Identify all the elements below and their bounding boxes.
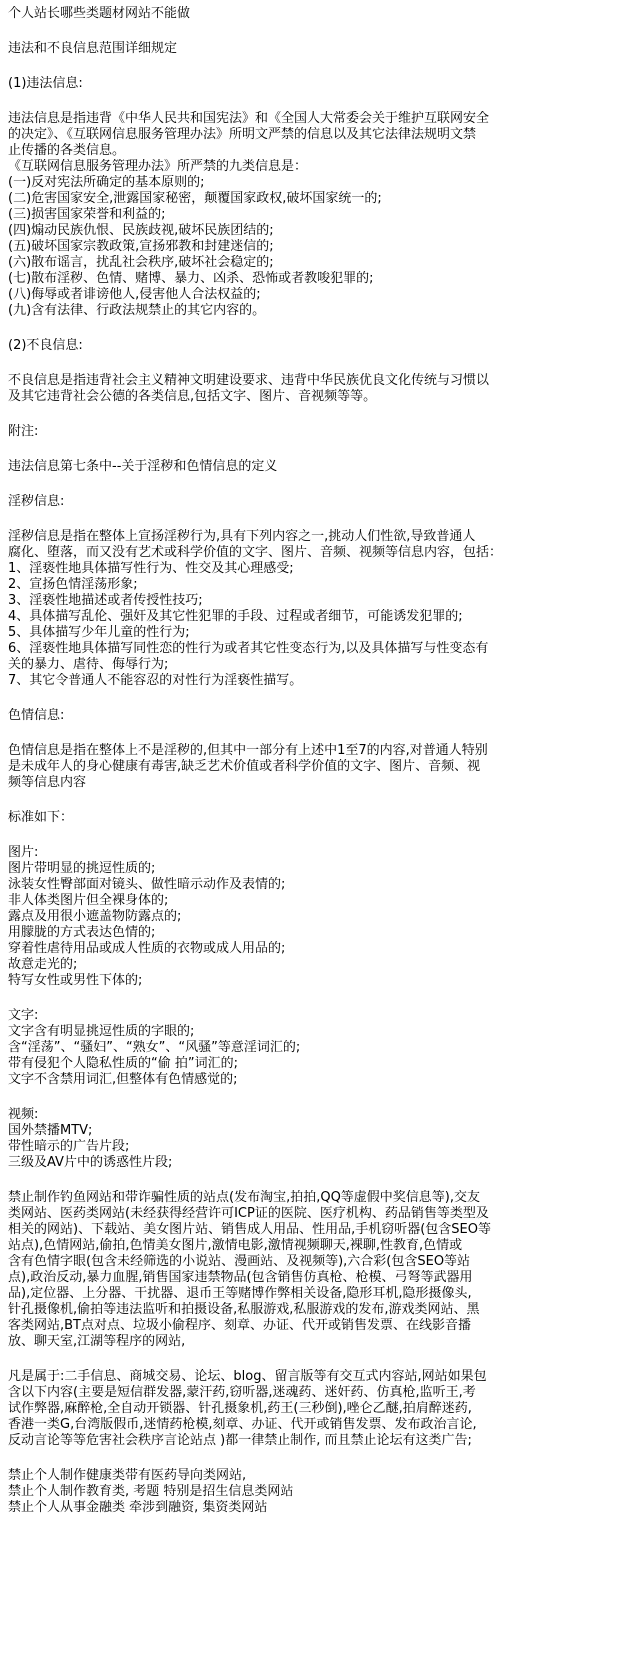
list-item: 带性暗示的广告片段; (8, 1139, 130, 1154)
paragraph-line: 相关的网站)、下载站、美女图片站、销售成人用品、性用品,手机窃听器(包含SEO等 (8, 1222, 491, 1237)
blank-line (8, 22, 614, 41)
paragraph-line: 及其它违背社会公德的各类信息,包括文字、图片、音视频等等。 (8, 389, 377, 404)
list-item: (一)反对宪法所确定的基本原则的; (8, 175, 205, 190)
list-item: 关的暴力、虐待、侮辱行为; (8, 657, 169, 672)
list-item: 带有侵犯个人隐私性质的“偷 拍”词汇的; (8, 1056, 238, 1071)
paragraph-line: 禁止个人制作健康类带有医药导向类网站, (8, 1468, 247, 1483)
list-item: 特写女性或男性下体的; (8, 973, 143, 988)
paragraph-line: 禁止制作钓鱼网站和带诈骗性质的站点(发布淘宝,拍拍,QQ等虚假中奖信息等),交友 (8, 1190, 481, 1205)
paragraph-line: 品),定位器、上分器、干扰器、退币王等赌博作弊相关设备,隐形耳机,隐形摄像头, (8, 1286, 472, 1301)
blank-line (8, 319, 614, 338)
list-item: (三)损害国家荣誉和利益的; (8, 207, 166, 222)
paragraph-line: 是未成年人的身心健康有毒害,缺乏艺术价值或者科学价值的文字、图片、音频、视 (8, 759, 481, 774)
list-item: 6、淫亵性地具体描写同性恋的性行为或者其它性变态行为,以及具体描写与性变态有 (8, 641, 489, 656)
blank-line (8, 724, 614, 743)
paragraph-line: 针孔摄像机,偷拍等违法监听和拍摄设备,私服游戏,私服游戏的发布,游戏类网站、黑 (8, 1302, 480, 1317)
blank-line (8, 440, 614, 459)
blank-line (8, 405, 614, 424)
list-item: 4、具体描写乱伦、强奸及其它性犯罪的手段、过程或者细节，可能诱发犯罪的; (8, 609, 463, 624)
blank-line (8, 1088, 614, 1107)
subheading: (1)违法信息: (8, 76, 83, 91)
paragraph-line: 类网站、医药类网站(未经获得经营许可ICP证的医院、医疗机构、药品销售等类型及 (8, 1206, 489, 1221)
list-item: (四)煽动民族仇恨、民族歧视,破坏民族团结的; (8, 223, 274, 238)
subheading: 标准如下： (8, 810, 74, 825)
list-item: (七)散布淫秽、色情、赌博、暴力、凶杀、恐怖或者教唆犯罪的; (8, 271, 374, 286)
paragraph-line: 试作弊器,麻醉枪,全自动开锁器、针孔摄象机,药王(三秒倒),唑仑乙醚,拍肩醉迷药, (8, 1401, 472, 1416)
subheading: 色情信息: (8, 708, 65, 723)
subheading: 附注: (8, 424, 39, 439)
paragraph-line: 凡是属于:二手信息、商城交易、论坛、blog、留言版等有交互式内容站,网站如果包 (8, 1369, 487, 1384)
paragraph-line: 含有色情字眼(包含未经筛选的小说站、漫画站、及视频等),六合彩(包含SEO等站 (8, 1254, 471, 1269)
list-item: 国外禁播MTV; (8, 1123, 93, 1138)
paragraph-line: 《互联网信息服务管理办法》所严禁的九类信息是： (8, 159, 308, 174)
blank-line (8, 826, 614, 845)
paragraph-line: 客类网站,BT点对点、垃圾小偷程序、刻章、办证、代开或销售发票、在线影音播 (8, 1318, 471, 1333)
paragraph-line: 淫秽信息是指在整体上宣扬淫秽行为,具有下列内容之一,挑动人们性欲,导致普通人 (8, 529, 476, 544)
list-item: 1、淫亵性地具体描写性行为、性交及其心理感受; (8, 561, 294, 576)
blank-line (8, 57, 614, 76)
blank-line (8, 689, 614, 708)
list-item: 非人体类图片但全裸身体的; (8, 893, 169, 908)
paragraph-line: 腐化、堕落，而又没有艺术或科学价值的文字、图片、音频、视频等信息内容，包括： (8, 545, 503, 560)
blank-line (8, 475, 614, 494)
list-item: 三级及AV片中的诱惑性片段; (8, 1155, 173, 1170)
blank-line (8, 510, 614, 529)
subheading: 图片: (8, 845, 39, 860)
paragraph-line: 的决定》、《互联网信息服务管理办法》所明文严禁的信息以及其它法律法规明文禁 (8, 127, 477, 142)
list-item: (二)危害国家安全,泄露国家秘密，颠覆国家政权,破坏国家统一的; (8, 191, 382, 206)
list-item: 含“淫荡”、“骚妇”、“熟女”、“风骚”等意淫词汇的; (8, 1040, 301, 1055)
subheading: 视频: (8, 1107, 39, 1122)
paragraph-line: 禁止个人制作教育类, 考题 特别是招生信息类网站 (8, 1484, 294, 1499)
list-item: 2、宣扬色情淫荡形象; (8, 577, 138, 592)
paragraph-line: 香港一类G,台湾版假币,迷情药枪模,刻章、办证、代开或销售发票、发布政治言论, (8, 1417, 477, 1432)
list-item: 故意走光的; (8, 957, 78, 972)
list-item: 图片带明显的挑逗性质的; (8, 861, 156, 876)
list-item: 3、淫亵性地描述或者传授性技巧; (8, 593, 203, 608)
subheading: 淫秽信息: (8, 494, 65, 509)
paragraph-line: 止传播的各类信息。 (8, 143, 126, 158)
blank-line (8, 989, 614, 1008)
subheading: (2)不良信息: (8, 338, 83, 353)
list-item: 用朦胧的方式表达色情的; (8, 925, 156, 940)
paragraph-line: 色情信息是指在整体上不是淫秽的,但其中一部分有上述中1至7的内容,对普通人特别 (8, 743, 488, 758)
list-item: 文字含有明显挑逗性质的字眼的; (8, 1024, 195, 1039)
blank-line (8, 1171, 614, 1190)
section-heading: 违法和不良信息范围详细规定 (8, 41, 178, 56)
list-item: 7、其它令普通人不能容忍的对性行为淫亵性描写。 (8, 673, 303, 688)
list-item: (九)含有法律、行政法规禁止的其它内容的。 (8, 303, 266, 318)
list-item: 露点及用很小遮盖物防露点的; (8, 909, 182, 924)
subheading: 文字: (8, 1008, 39, 1023)
list-item: (六)散布谣言，扰乱社会秩序,破坏社会稳定的; (8, 255, 274, 270)
page-title: 个人站长哪些类题材网站不能做 (8, 6, 191, 21)
list-item: 穿着性虐待用品或成人性质的衣物或成人用品的; (8, 941, 286, 956)
list-item: (八)侮辱或者诽谤他人,侵害他人合法权益的; (8, 287, 261, 302)
list-item: 泳装女性臀部面对镜头、做性暗示动作及表情的; (8, 877, 286, 892)
blank-line (8, 1449, 614, 1468)
paragraph-line: 频等信息内容 (8, 775, 87, 790)
paragraph-line: 含以下内容(主要是短信群发器,蒙汗药,窃听器,迷魂药、迷奸药、仿真枪,监听王,考 (8, 1385, 476, 1400)
blank-line (8, 791, 614, 810)
list-item: 5、具体描写少年儿童的性行为; (8, 625, 190, 640)
paragraph-line: 违法信息是指违背《中华人民共和国宪法》和《全国人大常委会关于维护互联网安全 (8, 111, 490, 126)
section-heading: 违法信息第七条中--关于淫秽和色情信息的定义 (8, 459, 278, 474)
paragraph-line: 放、聊天室,江湖等程序的网站, (8, 1334, 186, 1349)
paragraph-line: 不良信息是指违背社会主义精神文明建设要求、违背中华民族优良文化传统与习惯以 (8, 373, 490, 388)
blank-line (8, 1350, 614, 1369)
paragraph-line: 站点),色情网站,偷拍,色情美女图片,激情电影,激情视频聊天,裸聊,性教育,色情或 (8, 1238, 463, 1253)
blank-line (8, 354, 614, 373)
paragraph-line: 禁止个人从事金融类 牵涉到融资, 集资类网站 (8, 1500, 268, 1515)
paragraph-line: 点),政治反动,暴力血腥,销售国家违禁物品(包含销售仿真枪、枪模、弓弩等武器用 (8, 1270, 473, 1285)
blank-line (8, 92, 614, 111)
list-item: 文字不含禁用词汇,但整体有色情感觉的; (8, 1072, 238, 1087)
list-item: (五)破坏国家宗教政策,宣扬邪教和封建迷信的; (8, 239, 274, 254)
paragraph-line: 反动言论等等危害社会秩序言论站点 )都一律禁止制作, 而且禁止论坛有这类广告; (8, 1433, 472, 1448)
